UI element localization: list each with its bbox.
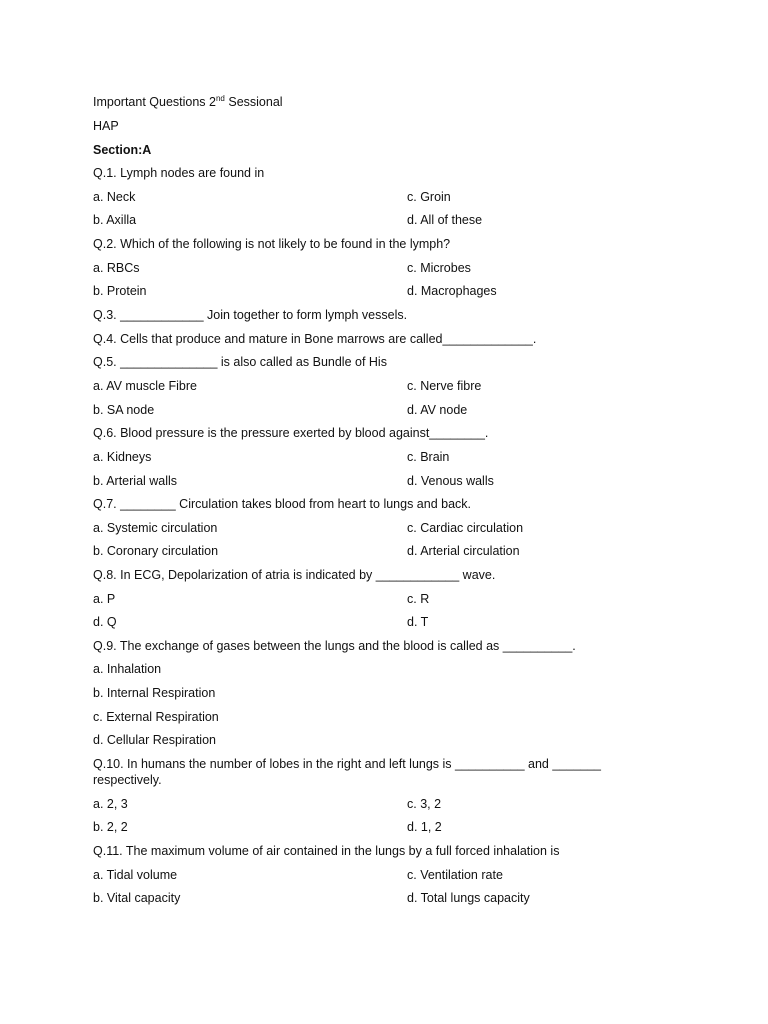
option-d: d. Venous walls [407, 474, 494, 488]
option-a: a. AV muscle Fibre [93, 379, 197, 393]
option-c: c. Cardiac circulation [407, 521, 524, 535]
section-heading: Section:A [93, 143, 152, 157]
option-c: c. Brain [407, 450, 450, 464]
option-b: b. Coronary circulation [93, 544, 219, 558]
option-d: d. Arterial circulation [407, 544, 520, 558]
question-1: Q.1. Lymph nodes are found in [93, 166, 265, 180]
option-a: a. Systemic circulation [93, 521, 218, 535]
question-2: Q.2. Which of the following is not likely to be found in the lymph? [93, 237, 451, 251]
option-c: c. Microbes [407, 261, 471, 275]
subject-code: HAP [93, 119, 119, 133]
option-b: b. Vital capacity [93, 891, 181, 905]
option-d: d. Total lungs capacity [407, 891, 530, 905]
option-d: d. Q [93, 615, 117, 629]
question-11: Q.11. The maximum volume of air contained in the lungs by a full forced inhalation is [93, 844, 560, 858]
option-d: d. All of these [407, 213, 483, 227]
option-c: c. Ventilation rate [407, 868, 503, 882]
question-8: Q.8. In ECG, Depolarization of atria is indicated by ____________ wave. [93, 568, 496, 582]
option-b: b. Internal Respiration [93, 686, 216, 700]
option-d: d. Cellular Respiration [93, 733, 216, 747]
question-9: Q.9. The exchange of gases between the lungs and the blood is called as __________. [93, 639, 576, 653]
question-5: Q.5. ______________ is also called as Bundle of His [93, 355, 387, 369]
document-title: Important Questions 2nd Sessional [93, 94, 283, 109]
option-c: c. R [407, 592, 430, 606]
option-a: a. RBCs [93, 261, 140, 275]
question-6: Q.6. Blood pressure is the pressure exerted by blood against________. [93, 426, 489, 440]
option-b: b. 2, 2 [93, 820, 128, 834]
option-d: d. Macrophages [407, 284, 497, 298]
question-10: Q.10. In humans the number of lobes in the right and left lungs is __________ and _______ respectively. [93, 757, 602, 787]
option-c: c. 3, 2 [407, 797, 442, 811]
option-a: a. 2, 3 [93, 797, 128, 811]
option-d: d. T [407, 615, 429, 629]
option-c: c. Groin [407, 190, 451, 204]
option-b: b. SA node [93, 403, 155, 417]
option-d: d. AV node [407, 403, 468, 417]
option-c: c. Nerve fibre [407, 379, 482, 393]
option-a: a. Kidneys [93, 450, 152, 464]
option-a: a. Inhalation [93, 662, 162, 676]
option-d: d. 1, 2 [407, 820, 442, 834]
option-a: a. Tidal volume [93, 868, 178, 882]
question-3: Q.3. ____________ Join together to form lymph vessels. [93, 308, 408, 322]
option-b: b. Arterial walls [93, 474, 178, 488]
question-7: Q.7. ________ Circulation takes blood from heart to lungs and back. [93, 497, 472, 511]
option-a: a. Neck [93, 190, 136, 204]
question-4: Q.4. Cells that produce and mature in Bone marrows are called_____________. [93, 332, 537, 346]
option-a: a. P [93, 592, 116, 606]
option-b: b. Protein [93, 284, 147, 298]
option-c: c. External Respiration [93, 710, 219, 724]
option-b: b. Axilla [93, 213, 137, 227]
